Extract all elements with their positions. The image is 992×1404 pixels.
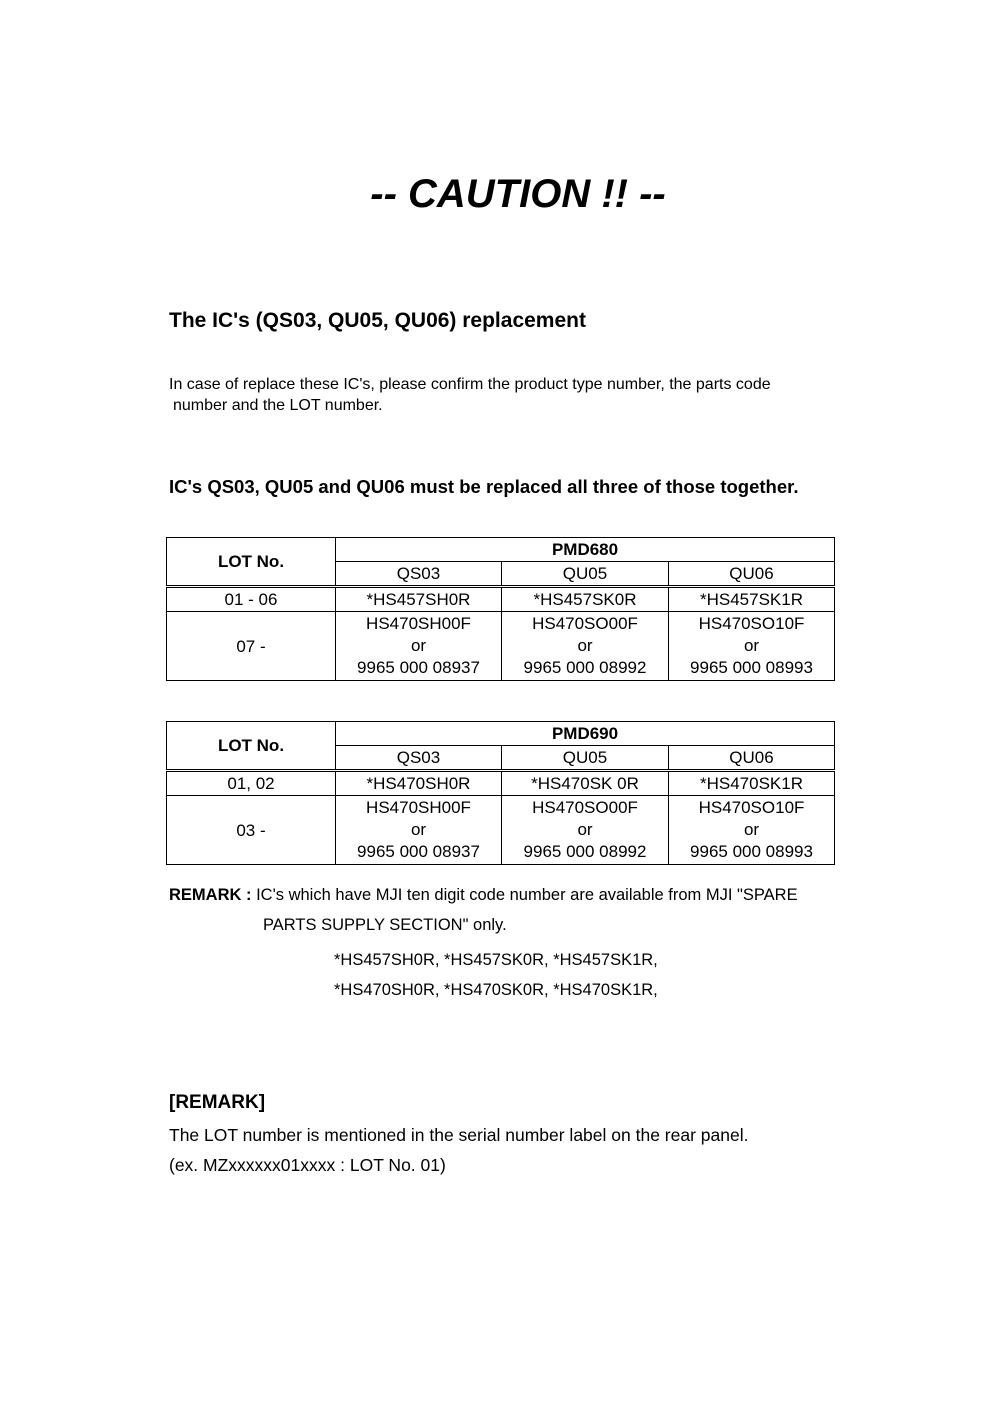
part-code-mji: 9965 000 08937 <box>357 658 480 677</box>
part-cell: *HS470SK1R <box>669 771 835 796</box>
intro-paragraph <box>169 374 869 416</box>
part-cell: *HS470SK 0R <box>502 771 669 796</box>
intro-line-1: In case of replace these IC's, please confirm the product type number, the parts code <box>169 376 771 393</box>
remark-text-2: PARTS SUPPLY SECTION" only. <box>263 916 507 934</box>
table-row <box>167 612 835 681</box>
table-row <box>167 771 835 796</box>
part-code-mji: 9965 000 08993 <box>690 842 813 861</box>
column-header: QS03 <box>336 746 502 771</box>
section-heading: The IC's (QS03, QU05, QU06) replacement <box>169 309 586 332</box>
table-row <box>167 587 835 612</box>
page-title: -- CAUTION !! -- <box>370 172 666 216</box>
part-or: or <box>743 820 760 839</box>
column-header: QU06 <box>669 746 835 771</box>
part-code: HS470SO00F <box>532 614 638 633</box>
part-or: or <box>410 820 427 839</box>
replacement-notice: IC's QS03, QU05 and QU06 must be replaced all three of those together. <box>169 476 799 497</box>
column-header: QU06 <box>669 562 835 587</box>
remark-codes-2: *HS470SH0R, *HS470SK0R, *HS470SK1R, <box>334 981 658 999</box>
model-header-cell: PMD690 <box>336 722 835 746</box>
part-cell <box>669 612 835 681</box>
part-or: or <box>577 636 593 655</box>
model-header-cell: PMD680 <box>336 538 835 562</box>
lot-cell: 07 - <box>167 612 336 681</box>
table-row <box>167 796 835 865</box>
part-cell <box>669 796 835 865</box>
intro-line-2: number and the LOT number. <box>173 397 383 414</box>
lot-header-cell: LOT No. <box>167 722 336 771</box>
column-header: QU05 <box>502 746 669 771</box>
part-code: HS470SH00F <box>366 614 471 633</box>
remark-text-1: IC's which have MJI ten digit code number are available from MJI "SPARE <box>256 886 798 904</box>
part-cell <box>502 612 669 681</box>
part-or: or <box>410 636 427 655</box>
part-code-mji: 9965 000 08992 <box>523 658 647 677</box>
part-code: HS470SO10F <box>698 798 805 817</box>
part-code-mji: 9965 000 08937 <box>357 842 480 861</box>
remark-codes-1: *HS457SH0R, *HS457SK0R, *HS457SK1R, <box>334 951 658 969</box>
column-header: QU05 <box>502 562 669 587</box>
lot-cell: 03 - <box>167 796 336 865</box>
remark-lot-line-1: The LOT number is mentioned in the serial number label on the rear panel. <box>169 1125 749 1145</box>
column-header: QS03 <box>336 562 502 587</box>
table-header-row <box>167 722 835 746</box>
part-or: or <box>743 636 760 655</box>
part-code-mji: 9965 000 08993 <box>690 658 813 677</box>
lot-cell: 01, 02 <box>167 771 336 796</box>
part-code-mji: 9965 000 08992 <box>523 842 647 861</box>
part-or: or <box>577 820 593 839</box>
part-cell: *HS457SK0R <box>502 587 669 612</box>
part-cell: *HS457SH0R <box>336 587 502 612</box>
part-code: HS470SH00F <box>366 798 471 817</box>
remark-lot-line-2: (ex. MZxxxxxx01xxxx : LOT No. 01) <box>169 1155 446 1175</box>
part-cell: *HS470SH0R <box>336 771 502 796</box>
lot-table-pmd680 <box>166 537 835 681</box>
part-cell <box>336 796 502 865</box>
lot-header-cell: LOT No. <box>167 538 336 587</box>
part-code: HS470SO00F <box>532 798 638 817</box>
part-cell: *HS457SK1R <box>669 587 835 612</box>
remark-line-1 <box>169 886 798 905</box>
part-cell <box>336 612 502 681</box>
remark-label: REMARK : <box>169 886 252 904</box>
lot-table-pmd690 <box>166 721 835 865</box>
remark-title: [REMARK] <box>169 1092 266 1113</box>
lot-cell: 01 - 06 <box>167 587 336 612</box>
table-header-row <box>167 538 835 562</box>
part-code: HS470SO10F <box>698 614 805 633</box>
part-cell <box>502 796 669 865</box>
